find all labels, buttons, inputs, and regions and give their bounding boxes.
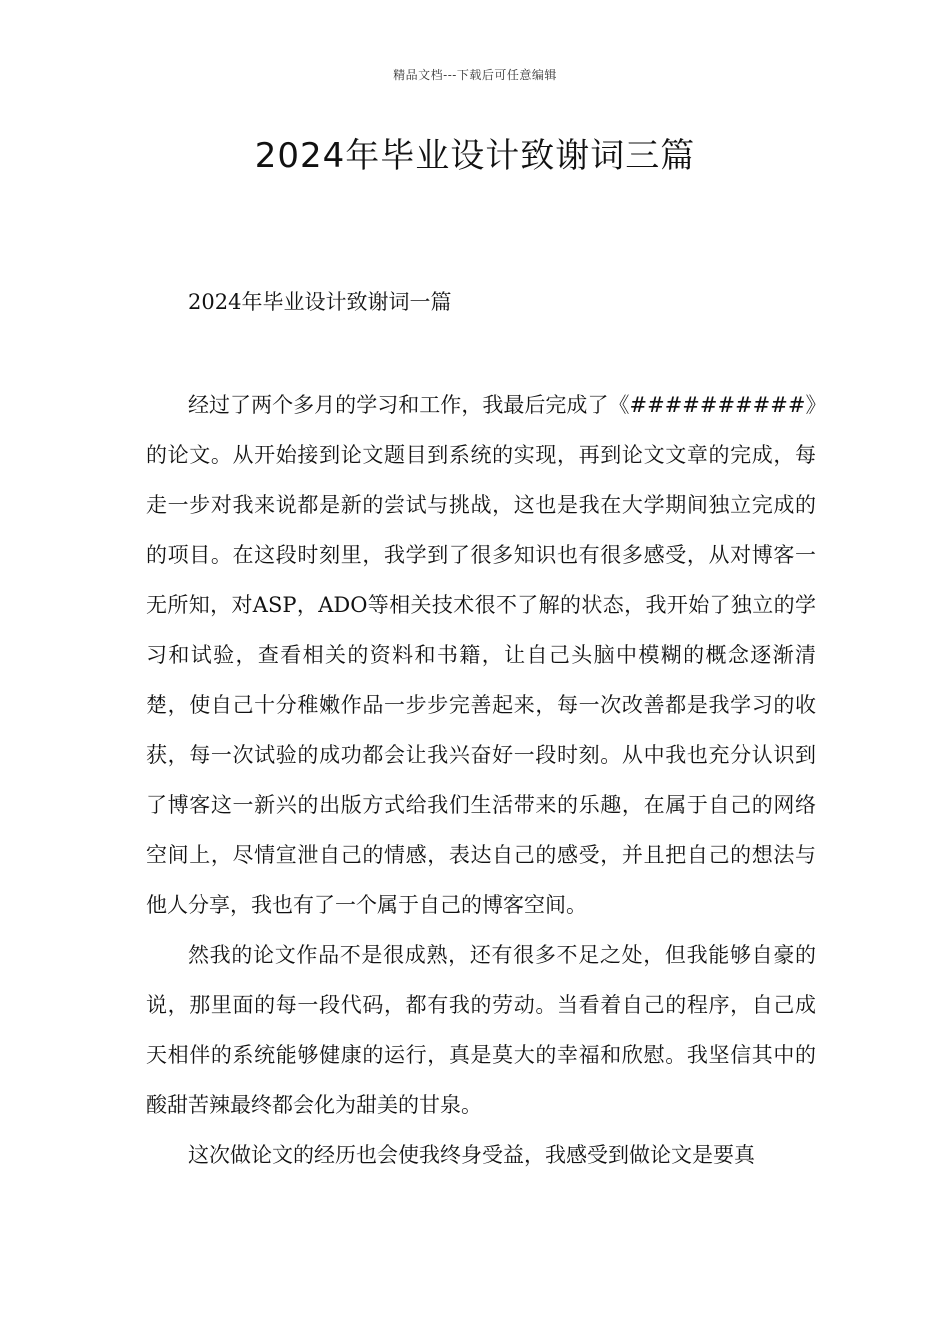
- document-title: 2024年毕业设计致谢词三篇: [254, 136, 696, 176]
- paragraph: 然我的论文作品不是很成熟，还有很多不足之处，但我能够自豪的说，那里面的每一段代码，都有我的劳动。当看着自己的程序，自己成天相伴的系统能够健康的运行，真是莫大的幸福和欣慰。我坚信其中的酸甜苦辣最终都会化为甜美的甘泉。: [146, 943, 816, 1117]
- paragraph: 经过了两个多月的学习和工作，我最后完成了《##########》的论文。从开始接到论文题目到系统的实现，再到论文文章的完成，每走一步对我来说都是新的尝试与挑战，这也是我在大学期间独立完成的的项目。在这段时刻里，我学到了很多知识也有很多感受，从对博客一无所知，对ASP，ADO等相关技术很不了解的状态，我开始了独立的学习和试验，查看相关的资料和书籍，让自己头脑中模糊的概念逐渐清楚，使自己十分稚嫩作品一步步完善起来，每一次改善都是我学习的收获，每一次试验的成功都会让我兴奋好一段时刻。从中我也充分认识到了博客这一新兴的出版方式给我们生活带来的乐趣，在属于自己的网络空间上，尽情宣泄自己的情感，表达自己的感受，并且把自己的想法与他人分享，我也有了一个属于自己的博客空间。: [146, 393, 816, 917]
- section-heading: 2024年毕业设计致谢词一篇: [188, 290, 452, 314]
- body-text: [146, 380, 816, 1180]
- page-header: 精品文档---下载后可任意编辑: [393, 68, 557, 82]
- paragraph: 这次做论文的经历也会使我终身受益，我感受到做论文是要真: [188, 1143, 755, 1167]
